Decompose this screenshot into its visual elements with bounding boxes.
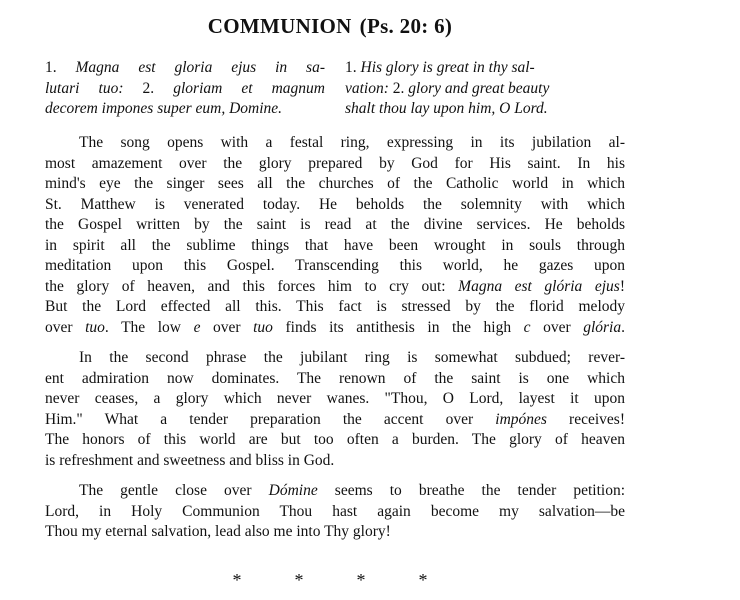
psalm-reference: (Ps. 20: 6)	[359, 14, 453, 38]
paragraph-1: The song opens with a festal ring, expressing in its jubilation al- most amazement over the glory prepared by God for His saint. In his mind's eye the singer sees all the churches of the Catholic world in which St. Matthew is venerated today. He beholds the solemnity with which the Gospel written by the saint is read at the divine services. He beholds in spirit all the sublime things that have been wrought in souls through meditation upon this Gospel. Transcending this world, he gazes upon the glory of heaven, and this forces him to cry out: Magna est glória ejus! But the Lord effected all this. This fact is stressed by the florid melody over tuo. The low e over tuo finds its antithesis in the high c over glória.	[45, 133, 625, 338]
paragraph-2: In the second phrase the jubilant ring is somewhat subdued; rever- ent admiration now dominates. The renown of the saint is one which never ceases, a glory which never wanes. "Thou, O Lord, layest it upon Him." What a tender preparation the accent over impónes receives! The honors of this world are but too often a burden. The glory of heaven is refreshment and sweetness and bliss in God.	[45, 349, 625, 469]
line-with-italic-impones: Him." What a tender preparation the accent over impónes receives!	[45, 410, 625, 428]
english-line-3: shalt thou lay upon him, O Lord.	[345, 100, 548, 117]
latin-line-1: 1. Magna est gloria ejus in sa-	[45, 59, 325, 76]
asterisk: *	[356, 570, 366, 590]
asterisk: *	[418, 570, 428, 590]
line-with-italic-quote: the glory of heaven, and this forces him to cry out: Magna est glória ejus!	[45, 277, 625, 295]
english-line-2: vation: 2. glory and great beauty	[345, 79, 550, 97]
line-with-italic-domine: The gentle close over Dómine seems to breathe the tender petition:	[79, 482, 625, 499]
commentary-body	[45, 133, 625, 553]
paragraph-3: The gentle close over Dómine seems to breathe the tender petition: Lord, in Holy Communion Thou hast again become my salvation—be Thou my eternal salvation, lead also me into Thy glory!	[45, 482, 625, 540]
latin-text-column	[45, 58, 325, 120]
section-separator	[0, 570, 660, 591]
line-with-italic-terms: over tuo. The low e over tuo finds its antithesis in the high c over glória.	[45, 318, 625, 336]
page-title	[0, 14, 660, 39]
english-text-column	[345, 58, 625, 120]
asterisk: *	[294, 570, 304, 590]
english-line-1: 1. His glory is great in thy sal-	[345, 59, 535, 76]
latin-line-2: lutari tuo: 2. gloriam et magnum	[45, 79, 326, 97]
latin-line-3: decorem impones super eum, Domine.	[45, 100, 283, 117]
asterisk: *	[232, 570, 242, 590]
title-text: COMMUNION	[207, 14, 352, 38]
